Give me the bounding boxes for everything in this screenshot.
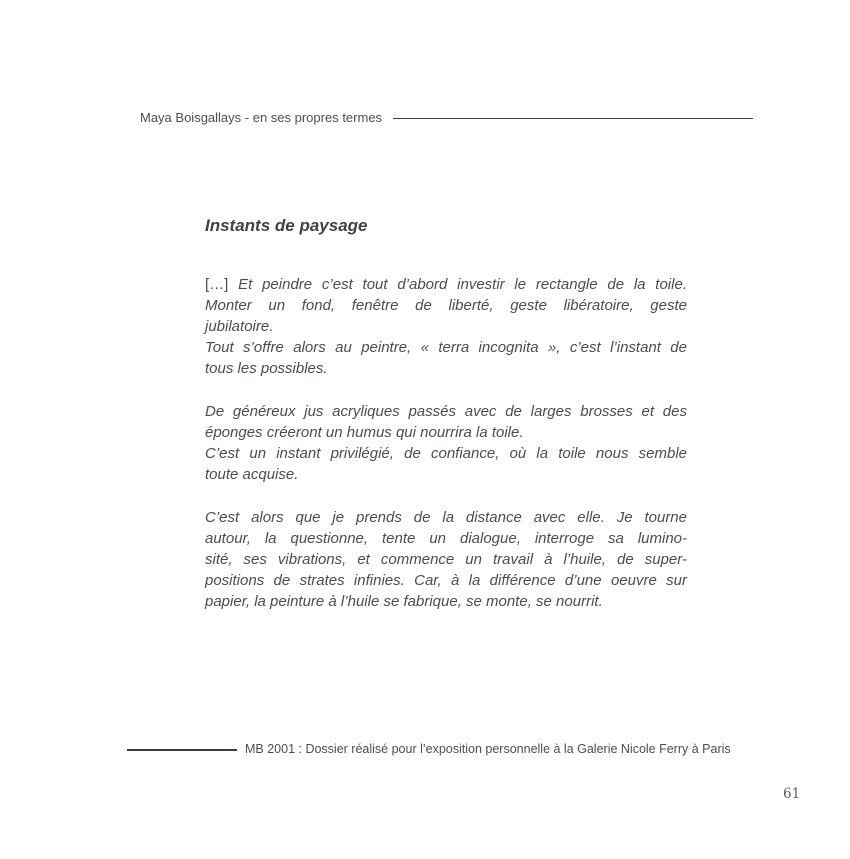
footer-caption (127, 741, 731, 757)
running-header-text: Maya Boisgallays - en ses propres termes (140, 110, 383, 125)
paragraph (205, 401, 687, 485)
page-number: 61 (783, 786, 801, 802)
body-text-line: positions de strates infinies. Car, à la différence d’une oeuvre sur (205, 572, 687, 589)
section-title: Instants de paysage (205, 216, 368, 235)
body-text-line (205, 274, 687, 295)
body-text-line: tous les possibles. (205, 360, 328, 377)
paragraph (205, 274, 687, 379)
body-text-line: toute acquise. (205, 466, 299, 483)
body-text-line: Monter un fond, fenêtre de liberté, geste libératoire, geste (205, 297, 687, 314)
paragraph (205, 507, 687, 612)
body-text-line: Tout s’offre alors au peintre, « terra incognita », c’est l’instant de (205, 339, 687, 356)
citation-ellipsis: […] (205, 276, 229, 293)
body-text-line: C’est un instant privilégié, de confiance, où la toile nous semble (205, 445, 687, 462)
header-rule (393, 118, 753, 120)
body-text-line: De généreux jus acryliques passés avec de larges brosses et des (205, 403, 687, 420)
body-text-line: jubilatoire. (205, 318, 274, 335)
footer-caption-text: MB 2001 : Dossier réalisé pour l’exposition personnelle à la Galerie Nicole Ferry à Paris (245, 742, 731, 756)
body-text-line: autour, la questionne, tente un dialogue, interroge sa lumino- (205, 530, 687, 547)
body-text-line: sité, ses vibrations, et commence un travail à l’huile, de super- (205, 551, 687, 568)
body-text-line: papier, la peinture à l’huile se fabrique, se monte, se nourrit. (205, 593, 603, 610)
body-text (205, 274, 687, 612)
body-text-line: C’est alors que je prends de la distance avec elle. Je tourne (205, 509, 687, 526)
body-text-line: éponges créeront un humus qui nourrira la toile. (205, 424, 524, 441)
running-header (140, 109, 753, 126)
footer-rule (127, 749, 237, 751)
body-text-fragment: Et peindre c’est tout d’abord investir le rectangle de la toile. (238, 276, 687, 293)
